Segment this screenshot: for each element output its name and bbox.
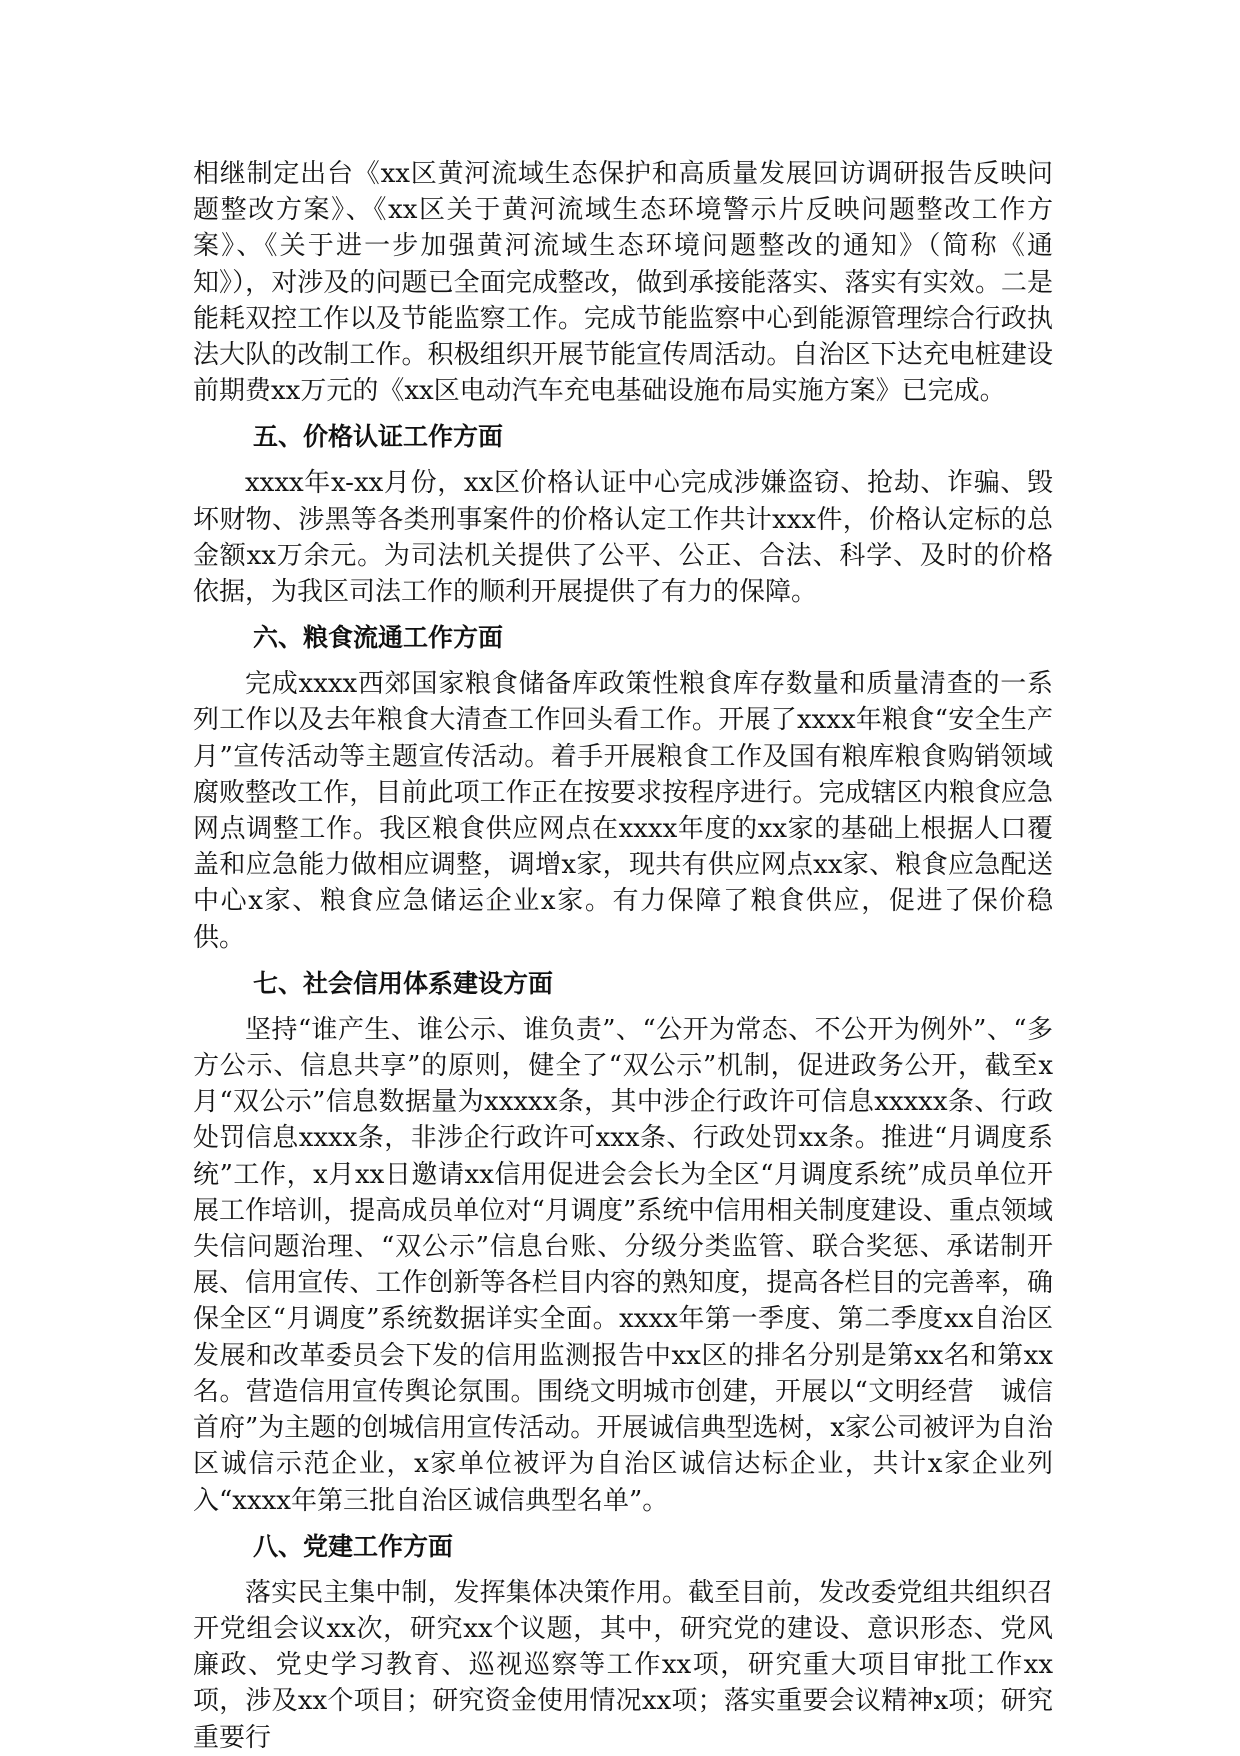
section-heading-social-credit: 七、社会信用体系建设方面 [253, 968, 554, 998]
section-heading-grain-circulation: 六、粮食流通工作方面 [253, 623, 504, 653]
intro-paragraph: 相继制定出台《xx区黄河流域生态保护和高质量发展回访调研报告反映问题整改方案》、《xx区关于黄河流域生态环境警示片反映问题整改工作方案》、《关于进一步加强黄河流域生态环境问题整改的通知》（简称《通知》），对涉及的问题已全面完成整改，做到承接能落实、落实有实效。二是能耗双控工作以及节能监察工作。完成节能监察中心到能源管理综合行政执法大队的改制工作。积极组织开展节能宣传周活动。自治区下达充电桩建设前期费xx万元的《xx区电动汽车充电基础设施布局实施方案》已完成。 [193, 159, 1053, 407]
section-paragraph-social-credit: 坚持“谁产生、谁公示、谁负责”、“公开为常态、不公开为例外”、“多方公示、信息共享”的原则，健全了“双公示”机制，促进政务公开，截至x月“双公示”信息数据量为xxxxx条，其中涉企行政许可信息xxxxx条、行政处罚信息xxxx条，非涉企行政许可xxx条、行政处罚xx条。推进“月调度系统”工作，x月xx日邀请xx信用促进会会长为全区“月调度系统”成员单位开展工作培训，提高成员单位对“月调度”系统中信用相关制度建设、重点领域失信问题治理、“双公示”信息台账、分级分类监管、联合奖惩、承诺制开展、信用宣传、工作创新等各栏目内容的熟知度，提高各栏目的完善率，确保全区“月调度”系统数据详实全面。xxxx年第一季度、第二季度xx自治区发展和改革委员会下发的信用监测报告中xx区的排名分别是第xx名和第xx名。营造信用宣传舆论氛围。围绕文明城市创建，开展以“文明经营 诚信首府”为主题的创城信用宣传活动。开展诚信典型选树，x家公司被评为自治区诚信示范企业，x家单位被评为自治区诚信达标企业，共计x家企业列入“xxxx年第三批自治区诚信典型名单”。 [193, 1014, 1053, 1516]
section-paragraph-grain-circulation: 完成xxxx西郊国家粮食储备库政策性粮食库存数量和质量清查的一系列工作以及去年粮食大清查工作回头看工作。开展了xxxx年粮食“安全生产月”宣传活动等主题宣传活动。着手开展粮食工作及国有粮库粮食购销领域腐败整改工作，目前此项工作正在按要求按程序进行。完成辖区内粮食应急网点调整工作。我区粮食供应网点在xxxx年度的xx家的基础上根据人口覆盖和应急能力做相应调整，调增x家，现共有供应网点xx家、粮食应急配送中心x家、粮食应急储运企业x家。有力保障了粮食供应，促进了保价稳供。 [193, 669, 1053, 953]
section-heading-price-certification: 五、价格认证工作方面 [253, 422, 504, 452]
document-page [193, 156, 1053, 1756]
section-heading-party-building: 八、党建工作方面 [253, 1531, 454, 1561]
section-paragraph-price-certification: xxxx年x-xx月份，xx区价格认证中心完成涉嫌盗窃、抢劫、诈骗、毁坏财物、涉黑等各类刑事案件的价格认定工作共计xxx件，价格认定标的总金额xx万余元。为司法机关提供了公平、公正、合法、科学、及时的价格依据，为我区司法工作的顺利开展提供了有力的保障。 [193, 468, 1053, 608]
section-paragraph-party-building: 落实民主集中制，发挥集体决策作用。截至目前，发改委党组共组织召开党组会议xx次，研究xx个议题，其中，研究党的建设、意识形态、党风廉政、党史学习教育、巡视巡察等工作xx项，研究重大项目审批工作xx项，涉及xx个项目；研究资金使用情况xx项；落实重要会议精神x项；研究重要行 [193, 1577, 1053, 1753]
